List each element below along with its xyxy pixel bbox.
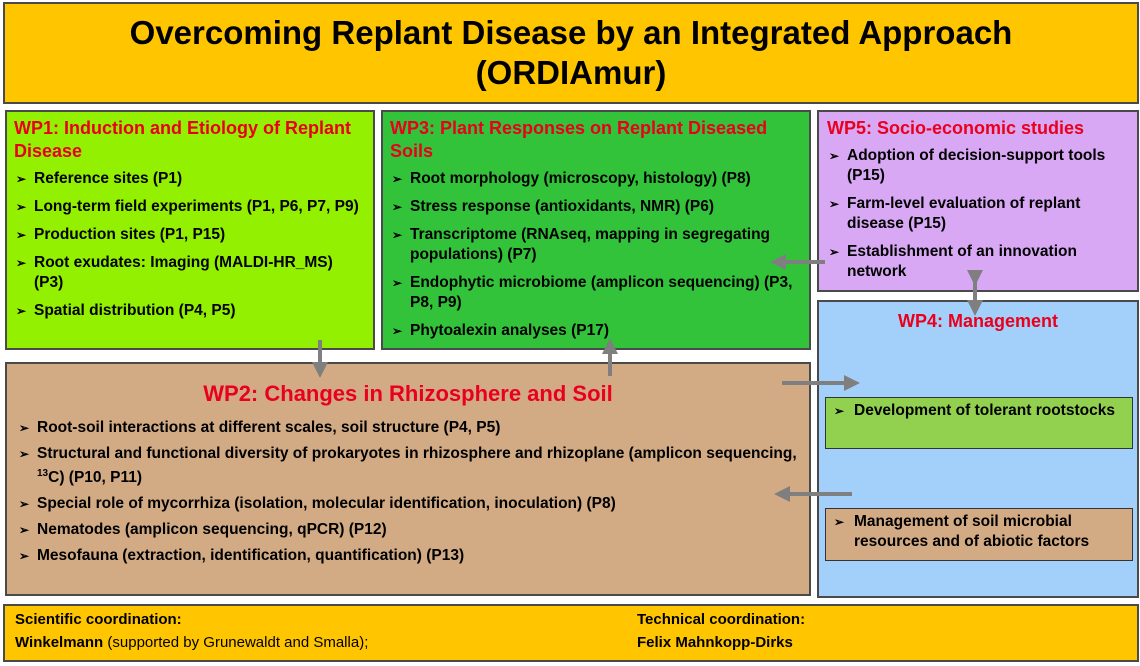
list-item-text: Root exudates: Imaging (MALDI-HR_MS) (P3) — [34, 254, 333, 291]
bullet-arrow-icon: ➢ — [392, 172, 403, 186]
list-item-text: Management of soil microbial resources and of abiotic factors — [854, 513, 1090, 550]
wp4-item-soil-management — [825, 508, 1133, 561]
list-item-text: Structural and functional diversity of prokaryotes in rhizosphere and rhizoplane (amplicon sequencing, — [37, 445, 797, 462]
bullet-arrow-icon: ➢ — [16, 256, 27, 270]
wp3-title: WP3: Plant Responses on Replant Diseased Soils — [390, 118, 768, 161]
list-item-text: Adoption of decision-support tools (P15) — [847, 147, 1106, 184]
wp2-title: WP2: Changes in Rhizosphere and Soil — [203, 381, 613, 406]
scientific-note: (supported by Grunewaldt and Smalla); — [103, 634, 369, 651]
list-item-text: Stress response (antioxidants, NMR) (P6) — [410, 198, 715, 215]
bullet-arrow-icon: ➢ — [16, 200, 27, 214]
list-item — [390, 273, 802, 313]
list-item-text: Development of tolerant rootstocks — [854, 402, 1115, 419]
bullet-arrow-icon: ➢ — [16, 172, 27, 186]
page-subtitle: (ORDIAmur) — [475, 54, 667, 91]
list-item — [390, 225, 802, 265]
bullet-arrow-icon: ➢ — [392, 228, 403, 242]
bullet-arrow-icon: ➢ — [19, 421, 30, 435]
list-item — [17, 444, 799, 488]
page-title: Overcoming Replant Disease by an Integrated Approach — [129, 14, 1013, 51]
bullet-arrow-icon: ➢ — [829, 245, 840, 259]
list-item — [390, 321, 802, 341]
wp3-list — [390, 169, 802, 341]
list-item-text: Spatial distribution (P4, P5) — [34, 302, 236, 319]
bullet-arrow-icon: ➢ — [19, 523, 30, 538]
list-item — [14, 197, 366, 217]
list-item — [390, 197, 802, 217]
list-item-text: Establishment of an innovation network — [847, 243, 1077, 280]
list-item-text: Phytoalexin analyses (P17) — [410, 322, 610, 339]
list-item — [17, 520, 799, 540]
list-item-text: Farm-level evaluation of replant disease (P15) — [847, 195, 1081, 232]
wp3-box — [381, 110, 811, 350]
wp5-title: WP5: Socio-economic studies — [827, 118, 1085, 138]
scientific-text — [15, 633, 368, 653]
list-item — [14, 169, 366, 189]
wp1-list — [14, 169, 366, 321]
bullet-arrow-icon: ➢ — [829, 197, 840, 211]
list-item — [17, 418, 799, 438]
wp4-title: WP4: Management — [897, 311, 1059, 331]
list-item — [14, 301, 366, 321]
footer-banner — [3, 604, 1139, 662]
list-item — [827, 242, 1129, 282]
bullet-arrow-icon: ➢ — [19, 447, 30, 461]
list-item — [827, 146, 1129, 186]
list-item — [14, 225, 366, 245]
bullet-arrow-icon: ➢ — [829, 149, 840, 163]
scientific-label: Scientific coordination: — [15, 611, 182, 628]
list-item-text: Long-term field experiments (P1, P6, P7, P9) — [34, 198, 359, 215]
list-item-text: Transcriptome (RNAseq, mapping in segregating populations) (P7) — [410, 226, 771, 263]
wp2-box — [5, 362, 811, 596]
list-item — [390, 169, 802, 189]
wp2-list — [17, 418, 799, 566]
bullet-arrow-icon: ➢ — [16, 228, 27, 242]
title-banner — [3, 2, 1139, 104]
technical-coordination — [637, 610, 805, 653]
scientific-coordination — [15, 610, 368, 653]
wp1-title: WP1: Induction and Etiology of Replant Disease — [14, 118, 351, 161]
list-item-text: Nematodes (amplicon sequencing, qPCR) (P12) — [37, 521, 387, 539]
technical-label: Technical coordination: — [637, 611, 806, 628]
list-item-text: Production sites (P1, P15) — [34, 226, 226, 243]
wp5-box — [817, 110, 1139, 292]
list-item-text: Root-soil interactions at different scales, soil structure (P4, P5) — [37, 419, 501, 436]
list-item — [14, 253, 366, 293]
bullet-arrow-icon: ➢ — [834, 515, 845, 529]
list-item-text: Special role of mycorrhiza (isolation, molecular identification, inoculation) (P8) — [37, 495, 616, 513]
technical-name: Felix Mahnkopp-Dirks — [637, 634, 793, 651]
scientific-name: Winkelmann — [15, 634, 104, 651]
list-item-text: Root morphology (microscopy, histology) (P8) — [410, 170, 751, 187]
bullet-arrow-icon: ➢ — [392, 200, 403, 214]
wp4-item-rootstocks — [825, 397, 1133, 449]
list-item-text: Mesofauna (extraction, identification, quantification) (P13) — [37, 547, 465, 565]
wp5-list — [827, 146, 1129, 282]
bullet-arrow-icon: ➢ — [16, 304, 27, 318]
list-item — [827, 194, 1129, 234]
bullet-arrow-icon: ➢ — [834, 404, 845, 418]
superscript: 13 — [37, 468, 49, 479]
list-item — [17, 494, 799, 514]
list-item-text: Endophytic microbiome (amplicon sequencing) (P3, P8, P9) — [410, 274, 793, 311]
wp1-box — [5, 110, 375, 350]
list-item-text-tail: C) (P10, P11) — [48, 469, 143, 487]
list-item — [17, 546, 799, 566]
bullet-arrow-icon: ➢ — [19, 549, 30, 564]
bullet-arrow-icon: ➢ — [392, 324, 403, 338]
bullet-arrow-icon: ➢ — [19, 497, 30, 512]
list-item-text: Reference sites (P1) — [34, 170, 183, 187]
bullet-arrow-icon: ➢ — [392, 276, 403, 290]
